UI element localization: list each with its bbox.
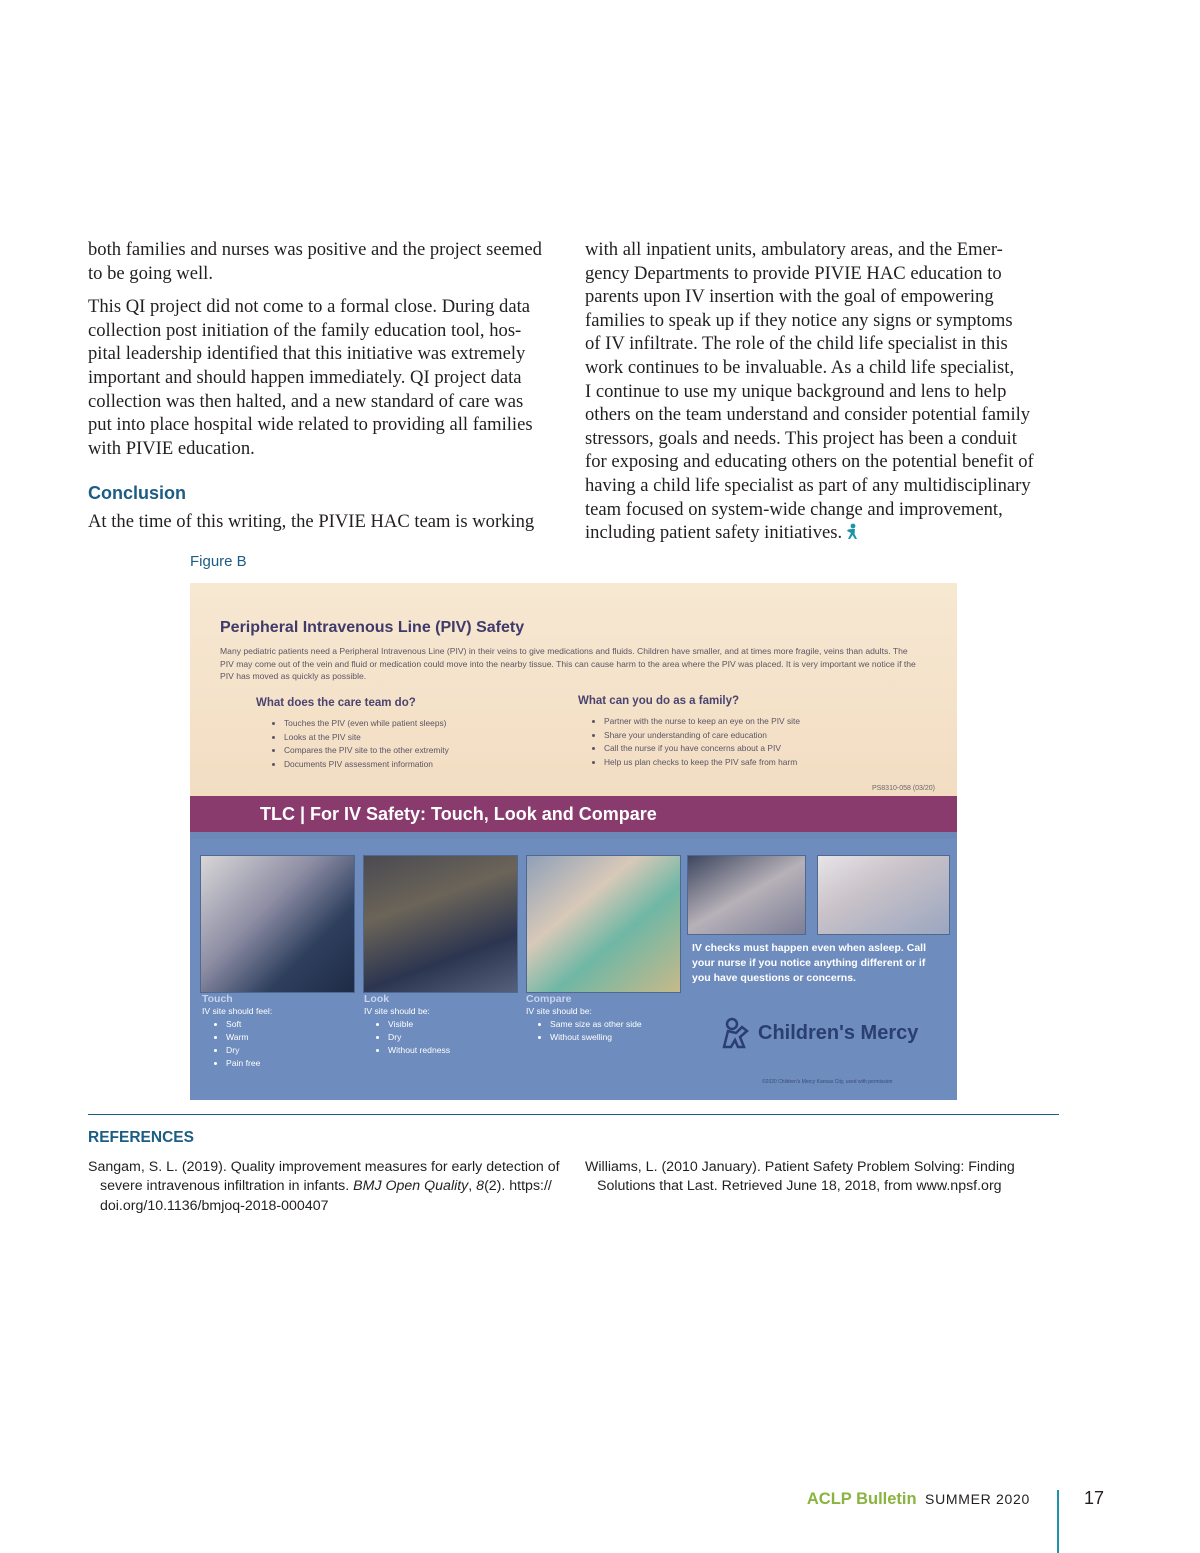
- photo-sleeping-patient: [687, 855, 806, 935]
- list-item: • Help us plan checks to keep the PIV safe from harm: [604, 756, 800, 770]
- figure-label: Figure B: [190, 553, 247, 570]
- flyer-band: [190, 796, 957, 832]
- compare-caption: Compare IV site should be: • Same size as other side • Without swelling: [526, 993, 642, 1044]
- photo-iv-site: [817, 855, 950, 935]
- logo-text: Children's Mercy: [758, 1021, 919, 1044]
- paragraph-3: At the time of this writing, the PIVIE HAC team is working: [88, 511, 535, 533]
- list-item: • Warm: [226, 1031, 272, 1044]
- flyer-intro: Many pediatric patients need a Peripheral Intravenous Line (PIV) in their veins to give medications and fluids. Children have smaller, and at times more fragile, veins than adults. The PIV may come out of the vein and fluid or medication could move into the nearby tissue. This can cause harm to the area where the PIV was placed. It is very important we notice if the PIV has moved as quickly as possible.: [220, 646, 916, 682]
- paragraph-1: both families and nurses was positive and the project seemed to be going well.: [88, 239, 542, 284]
- flyer-top-section: [190, 583, 957, 798]
- list-item: • Compares the PIV site to the other extremity: [284, 744, 449, 758]
- left-column: [88, 238, 562, 544]
- list-item: • Dry: [226, 1044, 272, 1057]
- care-team-list: [270, 717, 449, 771]
- page-number: 17: [1084, 1488, 1105, 1508]
- family-list: [590, 715, 800, 769]
- list-item: • Pain free: [226, 1057, 272, 1070]
- list-item: • Same size as other side: [550, 1018, 642, 1031]
- photo-look: [363, 855, 518, 993]
- issue-label: SUMMER 2020: [925, 1491, 1030, 1507]
- end-mark-child-icon: [845, 523, 859, 540]
- right-column: [585, 238, 1059, 555]
- paragraph-2: This QI project did not come to a formal close. During data collection post initiation of the family education tool, hos- pital leadership identified that this initiative was extremely important and should happen immediately. QI project data collection was then halted, and a new standard of care was put into place hospital wide related to providing all families with PIVIE education.: [88, 296, 533, 459]
- conclusion-heading: Conclusion: [88, 483, 186, 504]
- figure-b-photo: [190, 583, 957, 1100]
- list-item: • Looks at the PIV site: [284, 731, 449, 745]
- list-item: • Soft: [226, 1018, 272, 1031]
- list-item: • Without redness: [388, 1044, 450, 1057]
- sleep-note: IV checks must happen even when asleep. Call your nurse if you notice anything different or if you have questions or concerns.: [692, 942, 927, 984]
- childrens-mercy-icon: [720, 1017, 752, 1049]
- list-item: • Visible: [388, 1018, 450, 1031]
- flyer-code: PS8310-058 (03/20): [871, 785, 935, 792]
- reference-sangam: Sangam, S. L. (2019). Quality improvement measures for early detection of severe intravenous infiltration in infants. BMJ Open Quality, 8(2). https:// doi.org/10.1136/bmjoq-2018-000407: [88, 1159, 560, 1214]
- list-item: • Share your understanding of care education: [604, 729, 800, 743]
- list-item: • Without swelling: [550, 1031, 642, 1044]
- reference-williams: Williams, L. (2010 January). Patient Safety Problem Solving: Finding Solutions that Last. Retrieved June 18, 2018, from www.npsf.org: [585, 1159, 1015, 1195]
- childrens-mercy-logo: [720, 1017, 918, 1049]
- list-item: • Documents PIV assessment information: [284, 758, 449, 772]
- photo-compare: [526, 855, 681, 993]
- references-heading: REFERENCES: [88, 1129, 194, 1146]
- figure-fineprint: ©2020 Children's Mercy Kansas City, used with permission: [762, 1079, 893, 1085]
- list-item: • Touches the PIV (even while patient sleeps): [284, 717, 449, 731]
- flyer-title: Peripheral Intravenous Line (PIV) Safety: [220, 619, 525, 636]
- footer-divider: [1057, 1490, 1059, 1553]
- list-item: • Dry: [388, 1031, 450, 1044]
- references-divider: [88, 1114, 1059, 1115]
- photo-touch: [200, 855, 355, 993]
- publication-name: ACLP Bulletin: [806, 1490, 917, 1508]
- family-heading: What can you do as a family?: [578, 695, 740, 707]
- page-footer: [807, 1490, 1030, 1509]
- paragraph-4: with all inpatient units, ambulatory areas, and the Emer- gency Departments to provide PIVIE HAC education to parents upon IV insertion with the goal of empowering families to speak up if they notice any signs or symptoms of IV infiltrate. The role of the child life specialist in this work continues to be invaluable. As a child life specialist, I continue to use my unique background and lens to help others on the team understand and consider potential family stressors, goals and needs. This project has been a conduit for exposing and educating others on the potential benefit of having a child life specialist as part of any multidisciplinary team focused on system-wide change and improvement, including patient safety initiatives.: [585, 239, 1034, 544]
- look-caption: Look IV site should be: • Visible • Dry • Without redness: [364, 993, 450, 1057]
- list-item: • Partner with the nurse to keep an eye on the PIV site: [604, 715, 800, 729]
- touch-caption: Touch IV site should feel: • Soft • Warm • Dry • Pain free: [202, 993, 272, 1070]
- flyer-band-text: TLC | For IV Safety: Touch, Look and Compare: [260, 804, 657, 824]
- list-item: • Call the nurse if you have concerns about a PIV: [604, 742, 800, 756]
- flyer-bottom-section: [190, 839, 957, 1100]
- care-team-heading: What does the care team do?: [256, 697, 416, 709]
